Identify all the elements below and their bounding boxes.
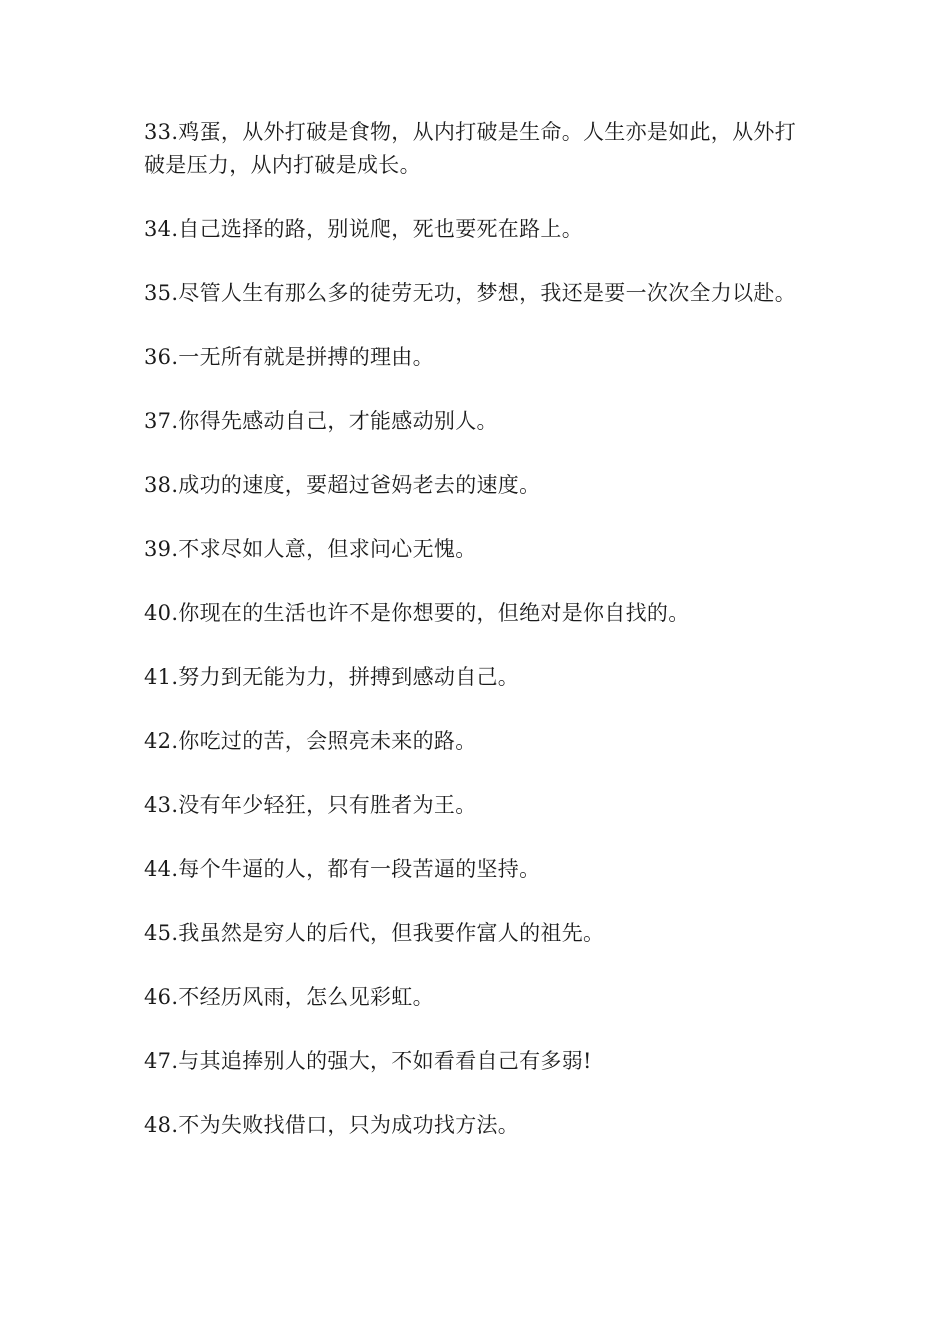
paragraph-44: 44.每个牛逼的人，都有一段苦逼的坚持。 [144, 857, 541, 881]
document-body [144, 116, 816, 1173]
paragraph-41: 41.努力到无能为力，拼搏到感动自己。 [144, 665, 520, 689]
paragraph-43: 43.没有年少轻狂，只有胜者为王。 [144, 793, 477, 817]
paragraph-42: 42.你吃过的苦，会照亮未来的路。 [144, 729, 477, 753]
paragraph-35: 35.尽管人生有那么多的徒劳无功，梦想，我还是要一次次全力以赴。 [144, 281, 796, 305]
paragraph-38: 38.成功的速度，要超过爸妈老去的速度。 [144, 473, 541, 497]
paragraph-47: 47.与其追捧别人的强大，不如看看自己有多弱! [144, 1049, 592, 1073]
paragraph-37: 37.你得先感动自己，才能感动别人。 [144, 409, 498, 433]
paragraph-45: 45.我虽然是穷人的后代，但我要作富人的祖先。 [144, 921, 605, 945]
paragraph-34: 34.自己选择的路，别说爬，死也要死在路上。 [144, 217, 583, 241]
paragraph-36: 36.一无所有就是拼搏的理由。 [144, 345, 434, 369]
paragraph-48: 48.不为失败找借口，只为成功找方法。 [144, 1113, 520, 1137]
paragraph-39: 39.不求尽如人意，但求问心无愧。 [144, 537, 477, 561]
paragraph-40: 40.你现在的生活也许不是你想要的，但绝对是你自找的。 [144, 601, 690, 625]
paragraph-46: 46.不经历风雨，怎么见彩虹。 [144, 985, 434, 1009]
paragraph-33: 33.鸡蛋，从外打破是食物，从内打破是生命。人生亦是如此，从外打破是压力，从内打破是成长。 [144, 120, 796, 177]
